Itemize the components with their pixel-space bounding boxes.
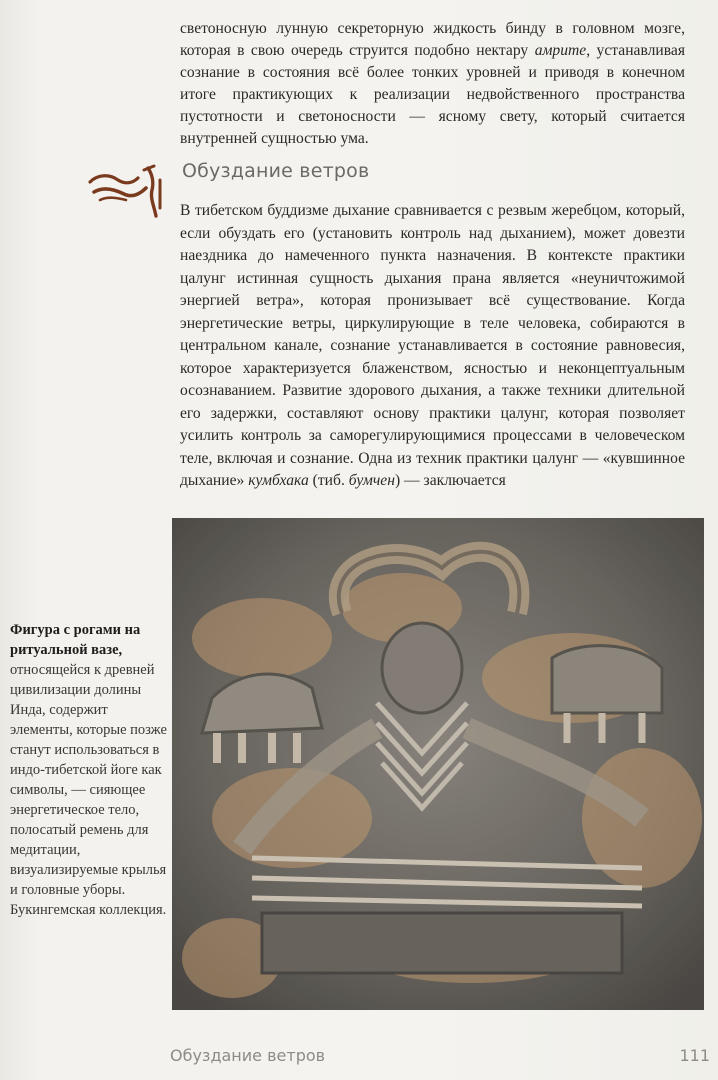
body-text-mid: (тиб. <box>308 472 349 489</box>
figure-caption <box>10 620 170 920</box>
body-text: В тибетском буддизме дыхание сравнивается с резвым жеребцом, который, если обуздать его (установить контроль над дыханием), может довезти наездника до намеченного пункта назначения. В контексте практики цалунг истинная сущность дыхания прана является «неуничтожимой энергией ветра», которая пронизывает всё существование. Когда энергетические ветры, циркулирующие в теле человека, собираются в центральном канале, сознание устанавливается в состояние равновесия, которое характеризуется блаженством, ясностью и неконцептуальным осознаванием. Развитие здорового дыхания, а также техники длительной его задержки, составляют основу практики цалунг, которая позволяет усилить контроль за саморегулирующимися процессами в человеческом теле, включая и сознание. Одна из техник практики цалунг — «кувшинное дыхание» <box>180 202 685 489</box>
page-number: 111 <box>679 1046 710 1065</box>
caption-text: относящейся к древней цивилизации долины Инда, содержит элементы, которые позже станут использоваться в индо-тибетской йоге как символы, — сияющее энергетическое тело, полосатый ремень для медитации, визуализируемые крылья и головные уборы. Букингемская коллекция. <box>10 662 167 918</box>
body-bumchen-term: бумчен <box>348 472 395 489</box>
intro-text-2: , устанавливая сознание в состояния всё более тонких уровней и приводя в конечном итоге практикующих к реализации недвойственного пространства пустотности и светоносности — ясному свету, который считается внутренней сущностью ума. <box>180 42 686 147</box>
intro-text-1: светоносную лунную секреторную жидкость бинду в головном мозге, которая в свою очередь струится подобно нектару <box>180 20 685 59</box>
body-paragraph <box>180 200 685 493</box>
intro-amrita-term: амрите <box>534 42 587 59</box>
section-title: Обуздание ветров <box>182 160 370 182</box>
tibetan-script-ornament-icon <box>88 160 166 220</box>
body-text-end: ) — заключается <box>394 472 506 489</box>
body-kumbhaka-term: кумбхака <box>248 472 309 489</box>
running-footer-title: Обуздание ветров <box>170 1046 326 1065</box>
intro-paragraph <box>180 18 685 150</box>
indus-relief-photo <box>172 518 704 1010</box>
caption-bold: Фигура с рогами на ритуальной вазе, <box>10 622 141 658</box>
